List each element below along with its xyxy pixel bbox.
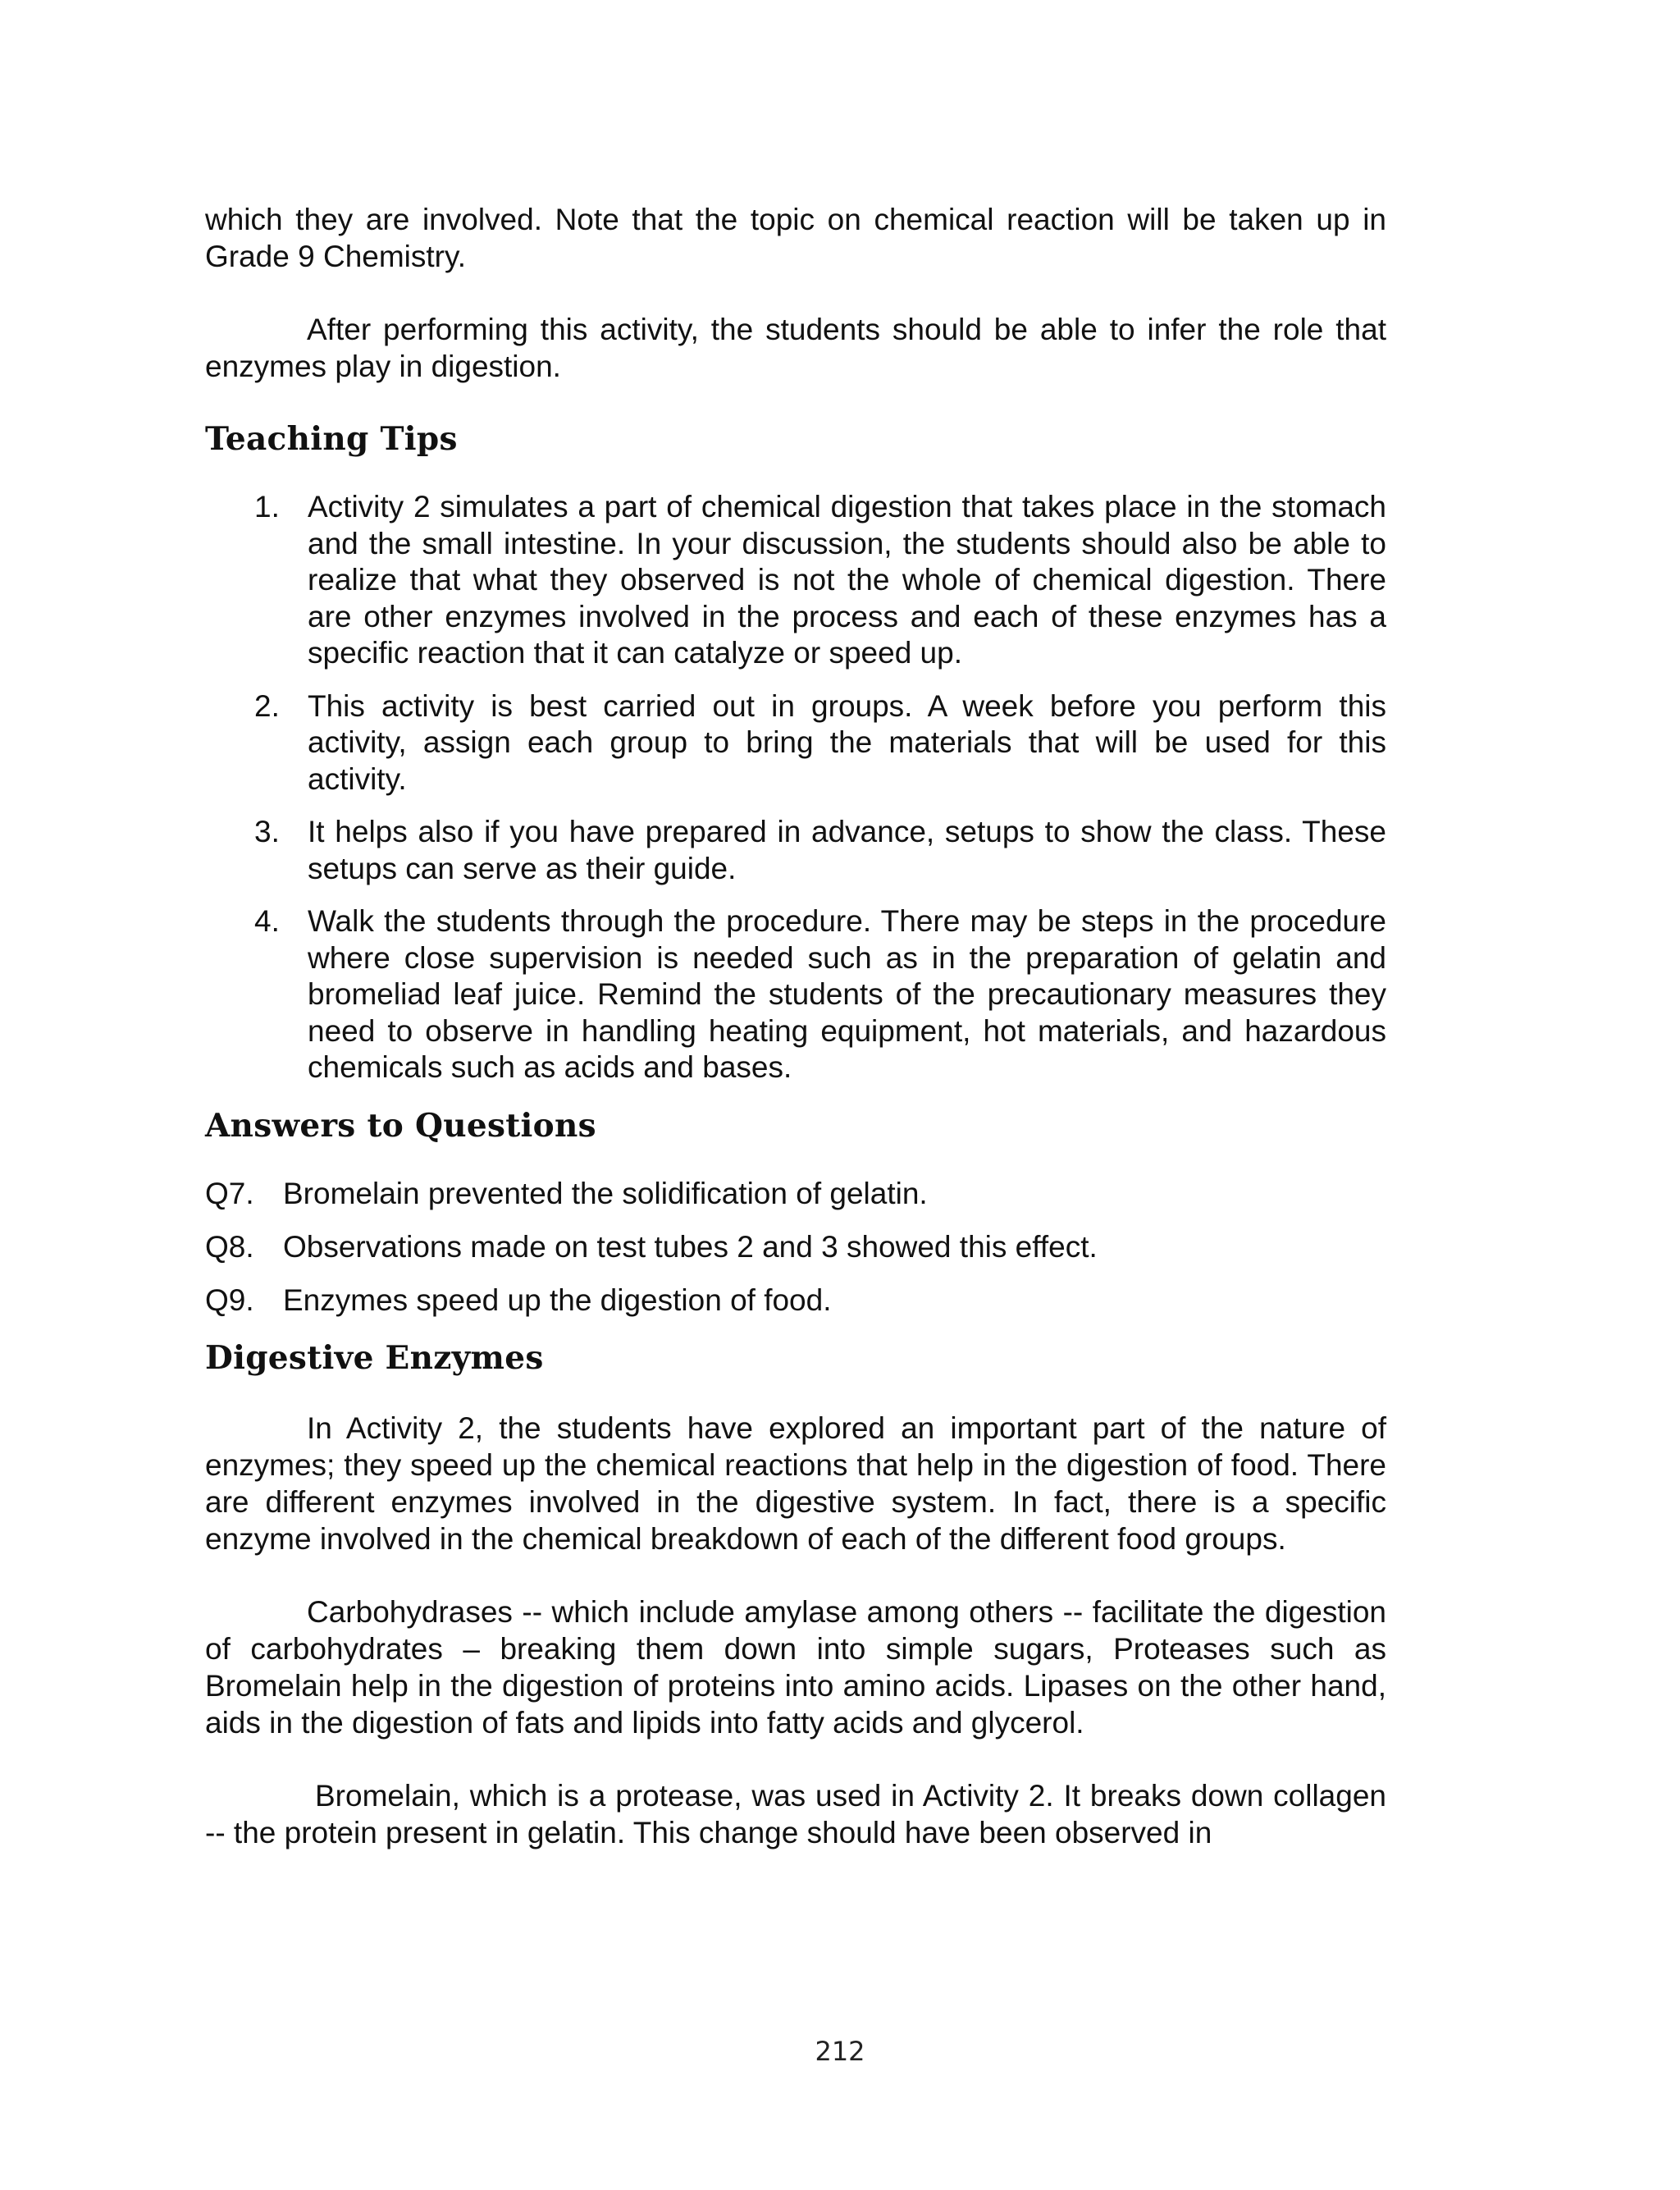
question-number: Q9. [205, 1282, 254, 1317]
tip-item [205, 489, 1386, 672]
page-number: 212 [815, 2036, 865, 2067]
answer-item [205, 1228, 1386, 1265]
tip-item [205, 903, 1386, 1086]
page-content [205, 201, 1386, 1851]
digestive-enzymes-heading: Digestive Enzymes [205, 1338, 544, 1377]
enzymes-paragraph-3: Bromelain, which is a protease, was used in Activity 2. It breaks down collagen -- the protein present in gelatin. This change should have been observed in [205, 1778, 1386, 1849]
answer-text: Observations made on test tubes 2 and 3 showed this effect. [283, 1229, 1098, 1264]
tip-text: Walk the students through the procedure. There may be steps in the procedure where close supervision is needed such as in the preparation of gelatin and bromeliad leaf juice. Remind the students of the precautionary measures they need to observe in handling heating equipment, hot materials, and hazardous chemicals such as acids and bases. [308, 904, 1386, 1084]
tip-text: This activity is best carried out in groups. A week before you perform this activity, assign each group to bring the materials that will be used for this activity. [308, 688, 1386, 796]
tip-number: 4. [254, 904, 280, 938]
tip-text: It helps also if you have prepared in advance, setups to show the class. These setups can serve as their guide. [308, 815, 1386, 885]
tip-item [205, 814, 1386, 887]
answer-item [205, 1175, 1386, 1212]
intro-paragraph-1: which they are involved. Note that the topic on chemical reaction will be taken up in Grade 9 Chemistry. [205, 203, 1386, 273]
enzymes-paragraph-2: Carbohydrases -- which include amylase among others -- facilitate the digestion of carbohydrates – breaking them down into simple sugars, Proteases such as Bromelain help in the digestion of proteins into amino acids. Lipases on the other hand, aids in the digestion of fats and lipids into fatty acids and glycerol. [205, 1594, 1386, 1740]
answers-list [205, 1175, 1386, 1319]
answers-heading: Answers to Questions [205, 1106, 596, 1145]
teaching-tips-list [205, 489, 1386, 1086]
tip-number: 1. [254, 490, 280, 523]
question-number: Q8. [205, 1229, 254, 1264]
tip-number: 3. [254, 815, 280, 848]
question-number: Q7. [205, 1176, 254, 1210]
enzymes-paragraph-1: In Activity 2, the students have explored an important part of the nature of enzymes; they speed up the chemical reactions that help in the digestion of food. There are different enzymes involved in the digestive system. In fact, there is a specific enzyme involved in the chemical breakdown of each of the different food groups. [205, 1410, 1386, 1556]
answer-text: Bromelain prevented the solidification of gelatin. [283, 1176, 928, 1210]
answer-item [205, 1282, 1386, 1319]
intro-paragraph-2: After performing this activity, the students should be able to infer the role that enzymes play in digestion. [205, 313, 1386, 383]
teaching-tips-heading: Teaching Tips [205, 420, 458, 458]
tip-text: Activity 2 simulates a part of chemical digestion that takes place in the stomach and the small intestine. In your discussion, the students should also be able to realize that what they observed is not the whole of chemical digestion. There are other enzymes involved in the process and each of these enzymes has a specific reaction that it can catalyze or speed up. [308, 490, 1386, 670]
tip-item [205, 688, 1386, 798]
tip-number: 2. [254, 688, 280, 723]
answer-text: Enzymes speed up the digestion of food. [283, 1282, 832, 1317]
